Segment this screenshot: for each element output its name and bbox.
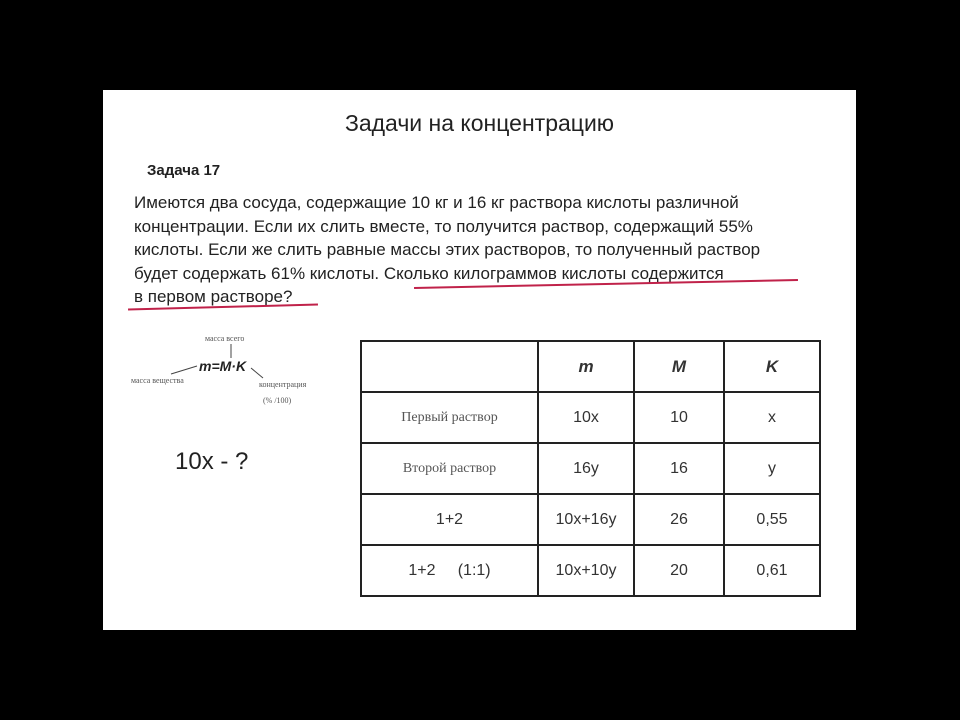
row-label: Первый раствор bbox=[361, 392, 538, 443]
header-cell-m: m bbox=[538, 341, 634, 392]
cell-m: 10x+10y bbox=[538, 545, 634, 596]
cell-K: 0,55 bbox=[724, 494, 820, 545]
cell-K: 0,61 bbox=[724, 545, 820, 596]
header-cell-M: M bbox=[634, 341, 724, 392]
formula-expression: m=M·K bbox=[199, 358, 247, 374]
label-concentration-note: (% /100) bbox=[263, 396, 292, 405]
row-label: Второй раствор bbox=[361, 443, 538, 494]
table-row bbox=[361, 545, 820, 596]
table-row bbox=[361, 443, 820, 494]
table-row bbox=[361, 392, 820, 443]
label-total-mass: масса всего bbox=[205, 334, 245, 343]
cell-M: 16 bbox=[634, 443, 724, 494]
cell-K: x bbox=[724, 392, 820, 443]
formula-area bbox=[131, 330, 341, 420]
cell-m: 10x+16y bbox=[538, 494, 634, 545]
header-cell-empty bbox=[361, 341, 538, 392]
slide-title: Задачи на концентрацию bbox=[344, 110, 615, 136]
header-cell-K: K bbox=[724, 341, 820, 392]
data-table bbox=[360, 340, 821, 597]
cell-K: y bbox=[724, 443, 820, 494]
problem-line-1: Имеются два сосуда, содержащие 10 кг и 16 кг раствора кислоты различной bbox=[134, 193, 739, 212]
problem-line-4-a: будет содержать 61% кислоты. bbox=[134, 263, 384, 283]
label-substance-mass: масса вещества bbox=[131, 376, 184, 385]
problem-line-2: концентрации. Если их слить вместе, то получится раствор, содержащий 55% bbox=[134, 216, 753, 236]
row-label: 1+2 bbox=[361, 494, 538, 545]
table-header-row bbox=[361, 341, 820, 392]
table-row bbox=[361, 494, 820, 545]
problem-text bbox=[134, 191, 854, 309]
cell-m: 16y bbox=[538, 443, 634, 494]
problem-line-5: в первом растворе? bbox=[134, 287, 293, 306]
question-unknown: 10x - ? bbox=[175, 448, 249, 475]
cell-M: 26 bbox=[634, 494, 724, 545]
formula-arrows bbox=[131, 330, 341, 420]
cell-M: 10 bbox=[634, 392, 724, 443]
problem-line-3: кислоты. Если же слить равные массы этих растворов, то полученный раствор bbox=[134, 240, 761, 259]
label-concentration: концентрация bbox=[259, 380, 307, 389]
question-highlight-a: Сколько килограммов кислоты содержится bbox=[383, 263, 724, 283]
slide bbox=[103, 90, 856, 630]
row-label: 1+2 (1:1) bbox=[361, 545, 538, 596]
cell-M: 20 bbox=[634, 545, 724, 596]
task-label: Задача 17 bbox=[147, 162, 221, 179]
cell-m: 10x bbox=[538, 392, 634, 443]
